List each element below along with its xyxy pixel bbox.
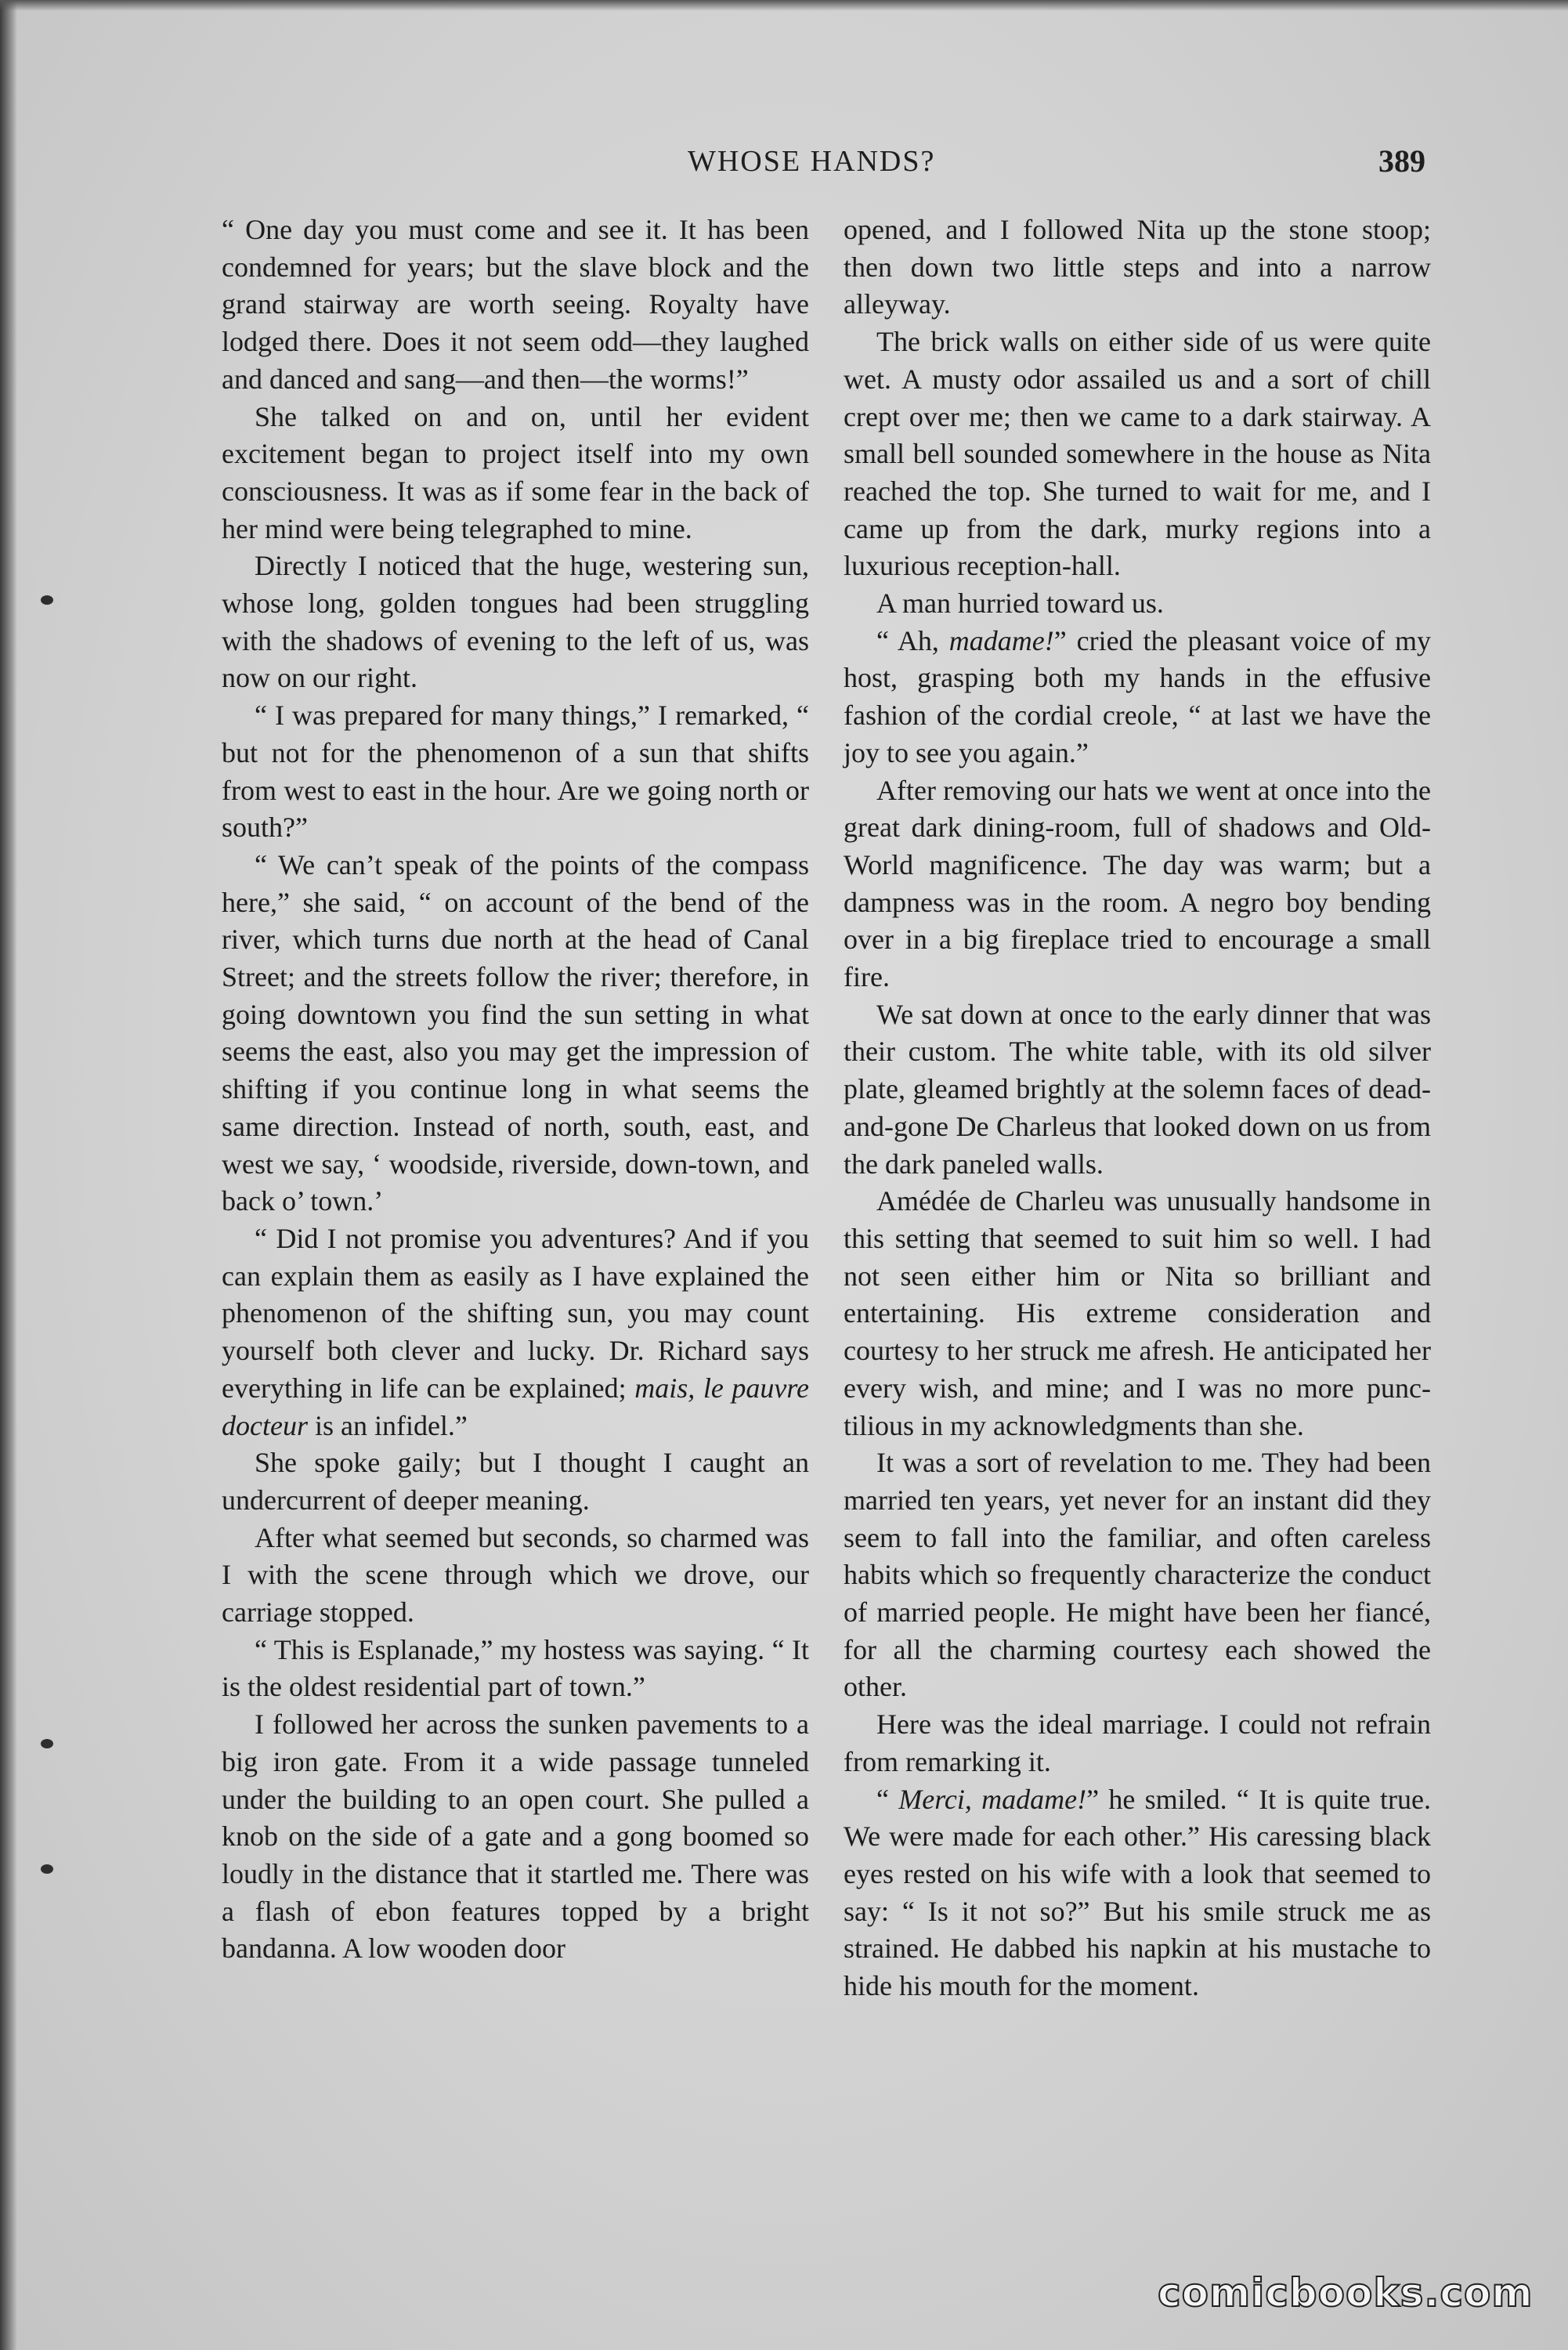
binding-hole — [41, 1864, 53, 1874]
text-run: “ — [876, 1783, 899, 1815]
binding-hole — [41, 1739, 53, 1748]
text-column-right — [844, 212, 1431, 2005]
paragraph — [844, 623, 1431, 772]
page-header — [0, 144, 1568, 191]
text-run: is an infidel.” — [307, 1409, 468, 1441]
text-run: ” he smiled. “ It is quite true. We were made for each other.” His caressing black eyes rested on his wife with a look that seemed to say: “ Is it not so?” But his smile struck me as strained. He dabbed his napkin at his mustache to hide his mouth for the moment. — [844, 1783, 1431, 2002]
paragraph — [844, 1183, 1431, 1444]
paragraph — [844, 324, 1431, 585]
paragraph — [844, 772, 1431, 996]
italic-text: mais, le pauvre docteur — [222, 1372, 809, 1441]
text-run: ” cried the pleasant voice of my host, grasping both my hands in the effusive fashion of the cordial creole, “ at last we have the joy to see you again.” — [844, 624, 1431, 768]
paragraph — [222, 1220, 809, 1444]
text-run: “ One day you must come and see it. It has been condemned for years; but the slave block and the grand stairway are worth seeing. Royalty have lodged there. Does it not seem odd—they laughed and danced and sang—and then—the worms!” — [222, 214, 809, 395]
paragraph — [222, 399, 809, 548]
text-run: It was a sort of revelation to me. They had been married ten years, yet never for an instant did they seem to fall into the familiar, and often careless habits which so frequently characterize the conduct of married people. He might have been her fiancé, for all the charming courtesy each showed the other. — [844, 1447, 1431, 1703]
text-run: We sat down at once to the early dinner that was their custom. The white table, with its old silver plate, gleamed brightly at the solemn faces of dead-and-gone De Charleus that looked down on us from the dark paneled walls. — [844, 998, 1431, 1180]
page-edge-shadow — [0, 0, 17, 2350]
paragraph — [222, 1444, 809, 1519]
paragraph — [844, 1444, 1431, 1706]
paragraph — [844, 212, 1431, 324]
italic-text: Merci, madame! — [898, 1783, 1087, 1815]
text-run: I followed her across the sunken pavements to a big iron gate. From it a wide passage tunneled under the building to an open court. She pulled a knob on the side of a gate and a gong boomed so loudly in the distance that it startled me. There was a flash of ebon features topped by a bright bandanna. A low wooden door — [222, 1708, 809, 1965]
paragraph — [222, 212, 809, 399]
text-run: “ We can’t speak of the points of the compass here,” she said, “ on account of the bend of the river, which turns due north at the head of Canal Street; and the streets follow the river; therefore, in going downtown you find the sun setting in what seems the east, also you may get the impression of shifting if you continue long in what seems the same direction. Instead of north, south, east, and west we say, ‘ woodside, riverside, down-town, and back o’ town.’ — [222, 848, 809, 1217]
text-run: She talked on and on, until her evident excitement began to project itself into my own consciousness. It was as if some fear in the back of her mind were being telegraphed to mine. — [222, 400, 809, 544]
text-run: Here was the ideal marriage. I could not refrain from remarking it. — [844, 1708, 1431, 1777]
paragraph — [844, 996, 1431, 1184]
paragraph — [222, 1632, 809, 1706]
text-run: “ Did I not promise you adventures? And if you can explain them as easily as I have explained the phenomenon of the shifting sun, you may count yourself both clever and lucky. Dr. Richard says everything in life can be explained; — [222, 1222, 809, 1404]
running-title: WHOSE HANDS? — [688, 145, 936, 178]
text-run: The brick walls on either side of us were quite wet. A musty odor assailed us and a sort of chill crept over me; then we came to a dark stairway. A small bell sounded somewhere in the house as Nita reached the top. She turned to wait for me, and I came up from the dark, murky regions into a luxurious reception-hall. — [844, 326, 1431, 582]
text-run: opened, and I followed Nita up the stone stoop; then down two little steps and into a narrow alleyway. — [844, 214, 1431, 320]
text-run: Amédée de Charleu was unusually handsome in this setting that seemed to suit him so well. I had not seen either him or Nita so brilliant and entertaining. His extreme consideration and courtesy to her struck me afresh. He anticipated her every wish, and mine; and I was no more punctilious in my acknowledgments than she. — [844, 1185, 1431, 1441]
text-run: “ Ah, — [876, 624, 949, 656]
paragraph — [222, 1706, 809, 1968]
italic-text: madame! — [948, 624, 1054, 656]
text-run: A man hurried toward us. — [876, 588, 1164, 620]
text-column-left — [222, 212, 809, 1968]
text-run: After what seemed but seconds, so charmed was I with the scene through which we drove, our carriage stopped. — [222, 1521, 809, 1629]
text-run: After removing our hats we went at once into the great dark dining-room, full of shadows and Old-World magnificence. The day was warm; but a dampness was in the room. A negro boy bending over in a big fireplace tried to encourage a small fire. — [844, 774, 1431, 993]
text-run: Directly I noticed that the huge, westering sun, whose long, golden tongues had been struggling with the shadows of evening to the left of us, was now on our right. — [222, 550, 809, 694]
text-run: “ This is Esplanade,” my hostess was saying. “ It is the oldest residential part of town.” — [222, 1633, 809, 1703]
paragraph — [844, 1706, 1431, 1781]
paragraph — [844, 585, 1431, 623]
paragraph — [222, 697, 809, 847]
paragraph — [222, 847, 809, 1220]
binding-hole — [41, 595, 53, 605]
paragraph — [222, 1520, 809, 1632]
text-run: “ I was prepared for many things,” I remarked, “ but not for the phenomenon of a sun that shifts from west to east in the hour. Are we going north or south?” — [222, 700, 809, 844]
page-top-shadow — [0, 0, 1568, 11]
text-run: She spoke gaily; but I thought I caught an undercurrent of deeper meaning. — [222, 1447, 809, 1516]
page-number: 389 — [1378, 143, 1425, 179]
paragraph — [844, 1781, 1431, 2005]
paragraph — [222, 548, 809, 697]
watermark: comicbooks.com — [1158, 2270, 1534, 2316]
